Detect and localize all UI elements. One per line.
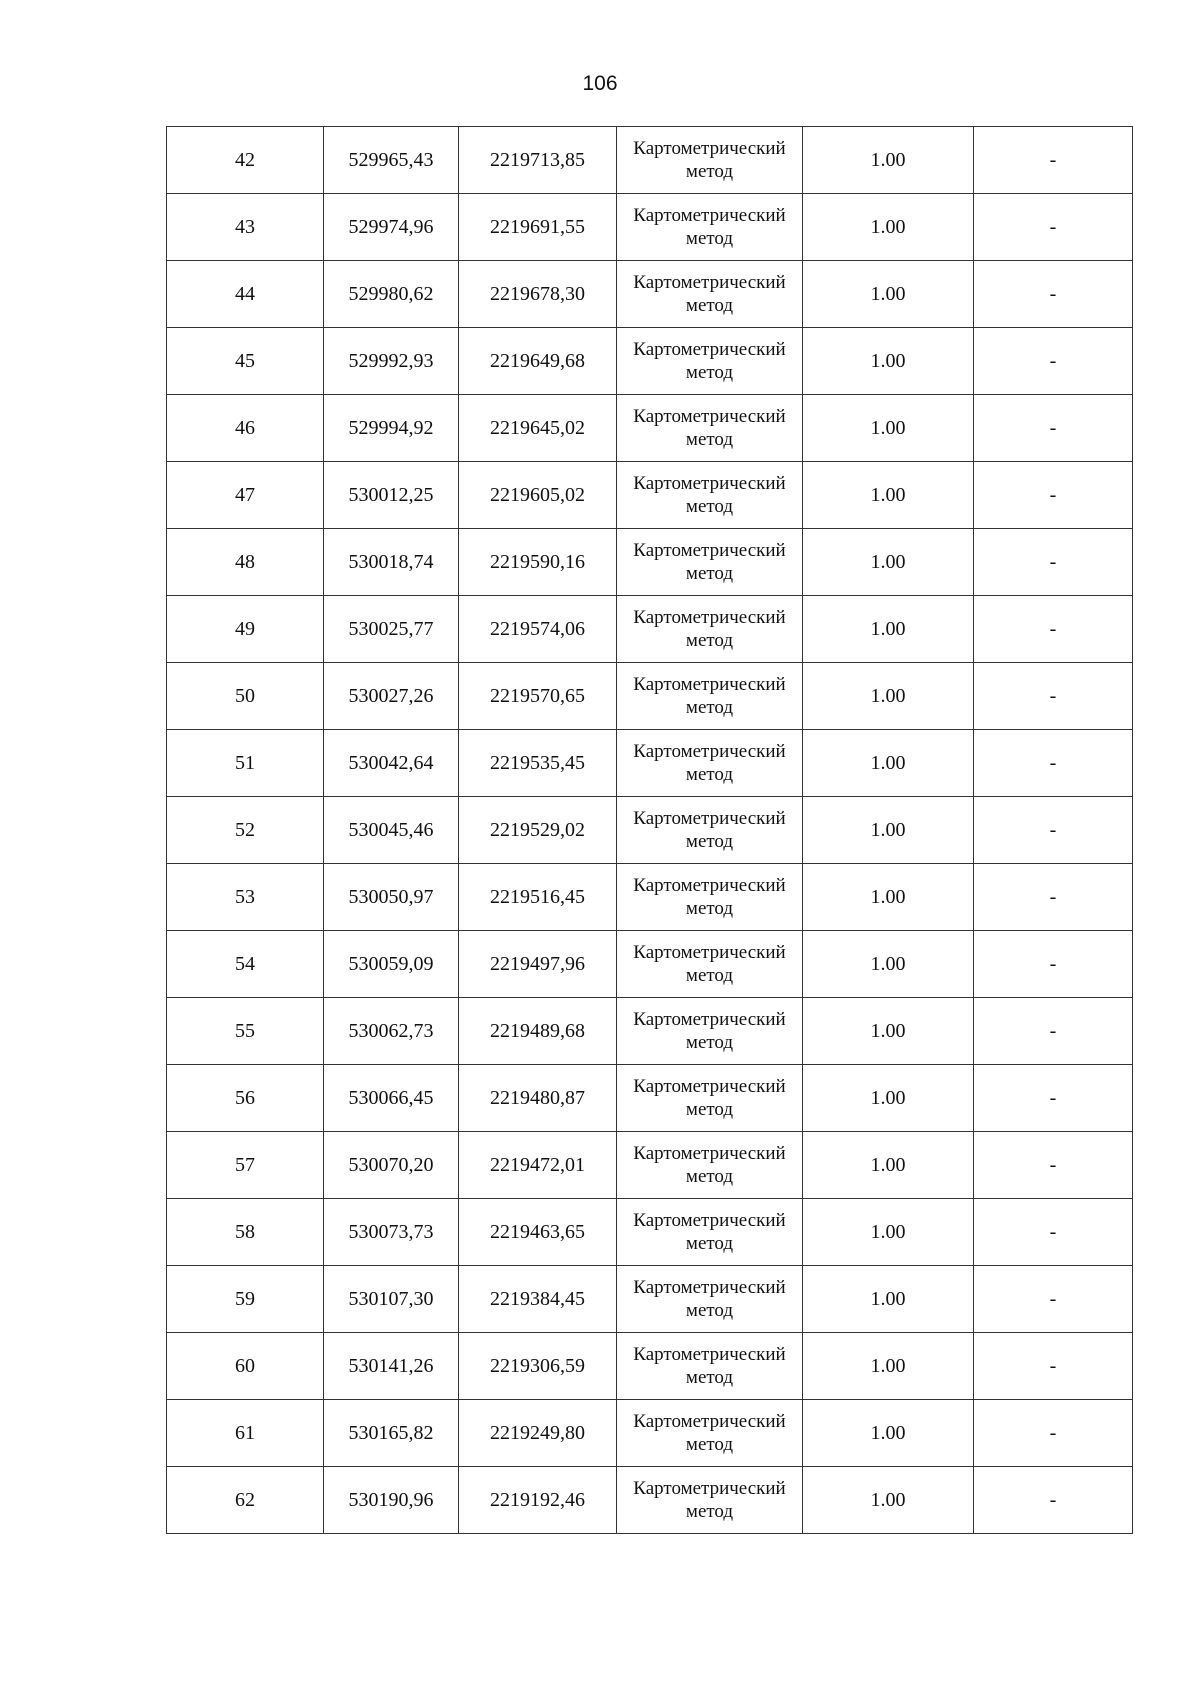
method-cell: Картометрический метод <box>617 1467 803 1534</box>
point-number-cell: 45 <box>167 328 324 395</box>
y-coordinate-cell: 2219678,30 <box>459 261 617 328</box>
x-coordinate-cell: 530018,74 <box>324 529 459 596</box>
method-cell: Картометрический метод <box>617 395 803 462</box>
y-coordinate-cell: 2219649,68 <box>459 328 617 395</box>
x-coordinate-cell: 530012,25 <box>324 462 459 529</box>
method-cell: Картометрический метод <box>617 1065 803 1132</box>
accuracy-cell: 1.00 <box>803 462 974 529</box>
x-coordinate-cell: 530107,30 <box>324 1266 459 1333</box>
note-cell: - <box>974 596 1133 663</box>
x-coordinate-cell: 530073,73 <box>324 1199 459 1266</box>
x-coordinate-cell: 529965,43 <box>324 127 459 194</box>
table-row <box>167 596 1133 663</box>
table-row <box>167 730 1133 797</box>
x-coordinate-cell: 530025,77 <box>324 596 459 663</box>
note-cell: - <box>974 864 1133 931</box>
point-number-cell: 47 <box>167 462 324 529</box>
accuracy-cell: 1.00 <box>803 1400 974 1467</box>
table-row <box>167 328 1133 395</box>
accuracy-cell: 1.00 <box>803 1266 974 1333</box>
method-cell: Картометрический метод <box>617 462 803 529</box>
x-coordinate-cell: 530027,26 <box>324 663 459 730</box>
y-coordinate-cell: 2219249,80 <box>459 1400 617 1467</box>
accuracy-cell: 1.00 <box>803 127 974 194</box>
point-number-cell: 42 <box>167 127 324 194</box>
table-row <box>167 127 1133 194</box>
table-row <box>167 864 1133 931</box>
accuracy-cell: 1.00 <box>803 663 974 730</box>
method-cell: Картометрический метод <box>617 864 803 931</box>
table-row <box>167 194 1133 261</box>
method-cell: Картометрический метод <box>617 261 803 328</box>
method-cell: Картометрический метод <box>617 194 803 261</box>
y-coordinate-cell: 2219645,02 <box>459 395 617 462</box>
accuracy-cell: 1.00 <box>803 1199 974 1266</box>
table-row <box>167 797 1133 864</box>
table-row <box>167 663 1133 730</box>
table-row <box>167 931 1133 998</box>
note-cell: - <box>974 261 1133 328</box>
x-coordinate-cell: 530042,64 <box>324 730 459 797</box>
y-coordinate-cell: 2219489,68 <box>459 998 617 1065</box>
accuracy-cell: 1.00 <box>803 261 974 328</box>
x-coordinate-cell: 530141,26 <box>324 1333 459 1400</box>
table-row <box>167 462 1133 529</box>
y-coordinate-cell: 2219590,16 <box>459 529 617 596</box>
table-row <box>167 1333 1133 1400</box>
x-coordinate-cell: 530045,46 <box>324 797 459 864</box>
method-cell: Картометрический метод <box>617 1199 803 1266</box>
note-cell: - <box>974 998 1133 1065</box>
note-cell: - <box>974 1132 1133 1199</box>
accuracy-cell: 1.00 <box>803 328 974 395</box>
x-coordinate-cell: 530165,82 <box>324 1400 459 1467</box>
table-row <box>167 1199 1133 1266</box>
table-row <box>167 261 1133 328</box>
x-coordinate-cell: 530066,45 <box>324 1065 459 1132</box>
table-row <box>167 1065 1133 1132</box>
point-number-cell: 49 <box>167 596 324 663</box>
note-cell: - <box>974 663 1133 730</box>
table-row <box>167 998 1133 1065</box>
table-row <box>167 1132 1133 1199</box>
method-cell: Картометрический метод <box>617 1132 803 1199</box>
point-number-cell: 48 <box>167 529 324 596</box>
table-row <box>167 1266 1133 1333</box>
table-row <box>167 395 1133 462</box>
accuracy-cell: 1.00 <box>803 596 974 663</box>
point-number-cell: 44 <box>167 261 324 328</box>
table-row <box>167 529 1133 596</box>
point-number-cell: 59 <box>167 1266 324 1333</box>
y-coordinate-cell: 2219384,45 <box>459 1266 617 1333</box>
y-coordinate-cell: 2219192,46 <box>459 1467 617 1534</box>
point-number-cell: 57 <box>167 1132 324 1199</box>
accuracy-cell: 1.00 <box>803 1467 974 1534</box>
accuracy-cell: 1.00 <box>803 1333 974 1400</box>
y-coordinate-cell: 2219713,85 <box>459 127 617 194</box>
note-cell: - <box>974 395 1133 462</box>
point-number-cell: 61 <box>167 1400 324 1467</box>
accuracy-cell: 1.00 <box>803 730 974 797</box>
table-row <box>167 1467 1133 1534</box>
y-coordinate-cell: 2219472,01 <box>459 1132 617 1199</box>
x-coordinate-cell: 530190,96 <box>324 1467 459 1534</box>
method-cell: Картометрический метод <box>617 663 803 730</box>
method-cell: Картометрический метод <box>617 1266 803 1333</box>
note-cell: - <box>974 1199 1133 1266</box>
point-number-cell: 55 <box>167 998 324 1065</box>
point-number-cell: 53 <box>167 864 324 931</box>
note-cell: - <box>974 1266 1133 1333</box>
y-coordinate-cell: 2219570,65 <box>459 663 617 730</box>
y-coordinate-cell: 2219574,06 <box>459 596 617 663</box>
accuracy-cell: 1.00 <box>803 1132 974 1199</box>
table-row <box>167 1400 1133 1467</box>
note-cell: - <box>974 1333 1133 1400</box>
point-number-cell: 60 <box>167 1333 324 1400</box>
method-cell: Картометрический метод <box>617 797 803 864</box>
coordinates-table-body <box>167 127 1133 1534</box>
note-cell: - <box>974 730 1133 797</box>
note-cell: - <box>974 1065 1133 1132</box>
point-number-cell: 50 <box>167 663 324 730</box>
note-cell: - <box>974 127 1133 194</box>
point-number-cell: 62 <box>167 1467 324 1534</box>
method-cell: Картометрический метод <box>617 529 803 596</box>
y-coordinate-cell: 2219535,45 <box>459 730 617 797</box>
point-number-cell: 54 <box>167 931 324 998</box>
point-number-cell: 46 <box>167 395 324 462</box>
page-number: 106 <box>582 72 618 95</box>
y-coordinate-cell: 2219306,59 <box>459 1333 617 1400</box>
method-cell: Картометрический метод <box>617 998 803 1065</box>
note-cell: - <box>974 1467 1133 1534</box>
method-cell: Картометрический метод <box>617 931 803 998</box>
method-cell: Картометрический метод <box>617 127 803 194</box>
y-coordinate-cell: 2219529,02 <box>459 797 617 864</box>
x-coordinate-cell: 530062,73 <box>324 998 459 1065</box>
note-cell: - <box>974 462 1133 529</box>
y-coordinate-cell: 2219497,96 <box>459 931 617 998</box>
x-coordinate-cell: 529994,92 <box>324 395 459 462</box>
note-cell: - <box>974 529 1133 596</box>
x-coordinate-cell: 530070,20 <box>324 1132 459 1199</box>
method-cell: Картометрический метод <box>617 596 803 663</box>
x-coordinate-cell: 529992,93 <box>324 328 459 395</box>
y-coordinate-cell: 2219605,02 <box>459 462 617 529</box>
note-cell: - <box>974 328 1133 395</box>
accuracy-cell: 1.00 <box>803 529 974 596</box>
coordinates-table <box>166 126 1133 1534</box>
x-coordinate-cell: 529974,96 <box>324 194 459 261</box>
method-cell: Картометрический метод <box>617 328 803 395</box>
point-number-cell: 58 <box>167 1199 324 1266</box>
point-number-cell: 43 <box>167 194 324 261</box>
x-coordinate-cell: 530050,97 <box>324 864 459 931</box>
y-coordinate-cell: 2219691,55 <box>459 194 617 261</box>
accuracy-cell: 1.00 <box>803 395 974 462</box>
y-coordinate-cell: 2219480,87 <box>459 1065 617 1132</box>
accuracy-cell: 1.00 <box>803 931 974 998</box>
point-number-cell: 52 <box>167 797 324 864</box>
accuracy-cell: 1.00 <box>803 998 974 1065</box>
accuracy-cell: 1.00 <box>803 1065 974 1132</box>
x-coordinate-cell: 529980,62 <box>324 261 459 328</box>
note-cell: - <box>974 797 1133 864</box>
point-number-cell: 51 <box>167 730 324 797</box>
y-coordinate-cell: 2219463,65 <box>459 1199 617 1266</box>
method-cell: Картометрический метод <box>617 1400 803 1467</box>
method-cell: Картометрический метод <box>617 730 803 797</box>
note-cell: - <box>974 1400 1133 1467</box>
point-number-cell: 56 <box>167 1065 324 1132</box>
method-cell: Картометрический метод <box>617 1333 803 1400</box>
note-cell: - <box>974 931 1133 998</box>
accuracy-cell: 1.00 <box>803 797 974 864</box>
note-cell: - <box>974 194 1133 261</box>
accuracy-cell: 1.00 <box>803 194 974 261</box>
y-coordinate-cell: 2219516,45 <box>459 864 617 931</box>
accuracy-cell: 1.00 <box>803 864 974 931</box>
x-coordinate-cell: 530059,09 <box>324 931 459 998</box>
